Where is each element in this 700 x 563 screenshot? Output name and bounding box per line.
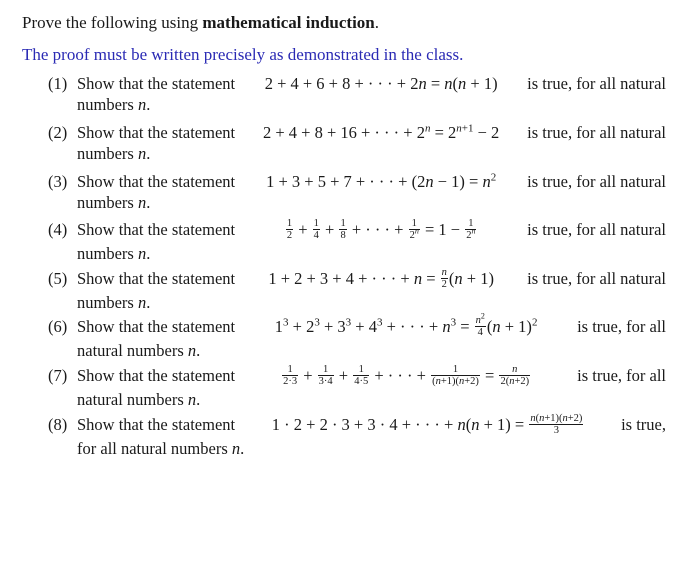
problem-equation: 1 + 3 + 5 + 7 + · · · + $(2n - 1) = n^2$	[266, 171, 497, 191]
problem-number: (7)	[48, 366, 68, 385]
problem-lead: Show that the statement	[77, 415, 236, 434]
problem-lead: Show that the statement	[77, 269, 236, 288]
problem-equation: $\frac{1}{2\cdot 3}$ + $\frac{1}{3\cdot 4}$ + $\frac{1}{4\cdot 5}$ + · · · + $\frac{1}{(n+1)(n+2)}$ = $\frac{n}{2(n+2)}$	[283, 363, 530, 387]
problem-continuation: numbers n.	[77, 193, 151, 212]
problem-equation: 2 + 4 + 8 + 16 + · · · + $2^n = 2^{n+1} - 2$	[262, 122, 500, 142]
problem-continuation: for all natural numbers n.	[77, 438, 245, 458]
problem-continuation: natural numbers n.	[77, 340, 201, 360]
problem-number: (4)	[48, 220, 68, 239]
problem-8	[48, 414, 666, 459]
problem-1	[48, 73, 666, 115]
problem-tail: is true, for all natural	[527, 123, 666, 142]
problem-lead: Show that the statement	[77, 366, 236, 385]
problem-number: (3)	[48, 172, 68, 191]
problem-7	[48, 365, 666, 410]
problem-number: (8)	[48, 415, 68, 434]
problem-tail: is true,	[621, 415, 666, 434]
instructions-heading	[22, 12, 379, 34]
problem-continuation: numbers n.	[77, 243, 151, 263]
problem-lead: Show that the statement	[77, 123, 236, 142]
problem-tail: is true, for all	[577, 317, 666, 336]
problem-tail: is true, for all natural	[527, 74, 666, 93]
problem-equation: $1^3 + 2^3 + 3^3 + 4^3$ + · · · + $n^3$ = $\frac{n^2}{4}$ $(n + 1)^2$	[274, 311, 538, 338]
problem-4	[48, 219, 666, 264]
intro-suffix: .	[374, 13, 379, 32]
problem-continuation: natural numbers n.	[77, 389, 201, 409]
problem-equation: 2 + 4 + 6 + 8 + · · · + 2n = n(n + 1)	[264, 74, 498, 93]
problem-continuation: numbers n.	[77, 292, 151, 312]
problem-tail: is true, for all	[577, 366, 666, 385]
problem-2	[48, 122, 666, 164]
problem-6	[48, 311, 666, 361]
problem-tail: is true, for all natural	[527, 269, 666, 288]
problem-continuation: numbers n.	[77, 95, 151, 114]
problem-equation: 1 · 2 + 2 · 3 + 3 · 4 + · · · + n(n + 1) = $\frac{n(n+1)(n+2)}{3}$	[271, 412, 583, 436]
intro-prefix: Prove the following using	[22, 13, 203, 32]
problem-continuation: numbers n.	[77, 144, 151, 163]
problem-lead: Show that the statement	[77, 220, 236, 239]
intro-bold: mathematical induction	[202, 13, 375, 32]
problem-tail: is true, for all natural	[527, 172, 666, 191]
proof-note: The proof must be written precisely as demonstrated in the class.	[22, 45, 464, 64]
problem-5	[48, 268, 666, 313]
problem-equation: 1 + 2 + 3 + 4 + · · · + n = $\frac{n}{2}$ (n + 1)	[268, 266, 494, 290]
problem-number: (6)	[48, 317, 68, 336]
problem-number: (1)	[48, 74, 68, 93]
problem-equation: $\frac{1}{2}$ + $\frac{1}{4}$ + $\frac{1}{8}$ + · · · + $\frac{1}{2^n}$ = 1 − $\frac{1}{2^n}$	[286, 217, 476, 241]
problem-tail: is true, for all natural	[527, 220, 666, 239]
problem-lead: Show that the statement	[77, 172, 236, 191]
problem-3	[48, 171, 666, 213]
problem-lead: Show that the statement	[77, 74, 236, 93]
problem-lead: Show that the statement	[77, 317, 236, 336]
problem-number: (2)	[48, 123, 68, 142]
problem-number: (5)	[48, 269, 68, 288]
